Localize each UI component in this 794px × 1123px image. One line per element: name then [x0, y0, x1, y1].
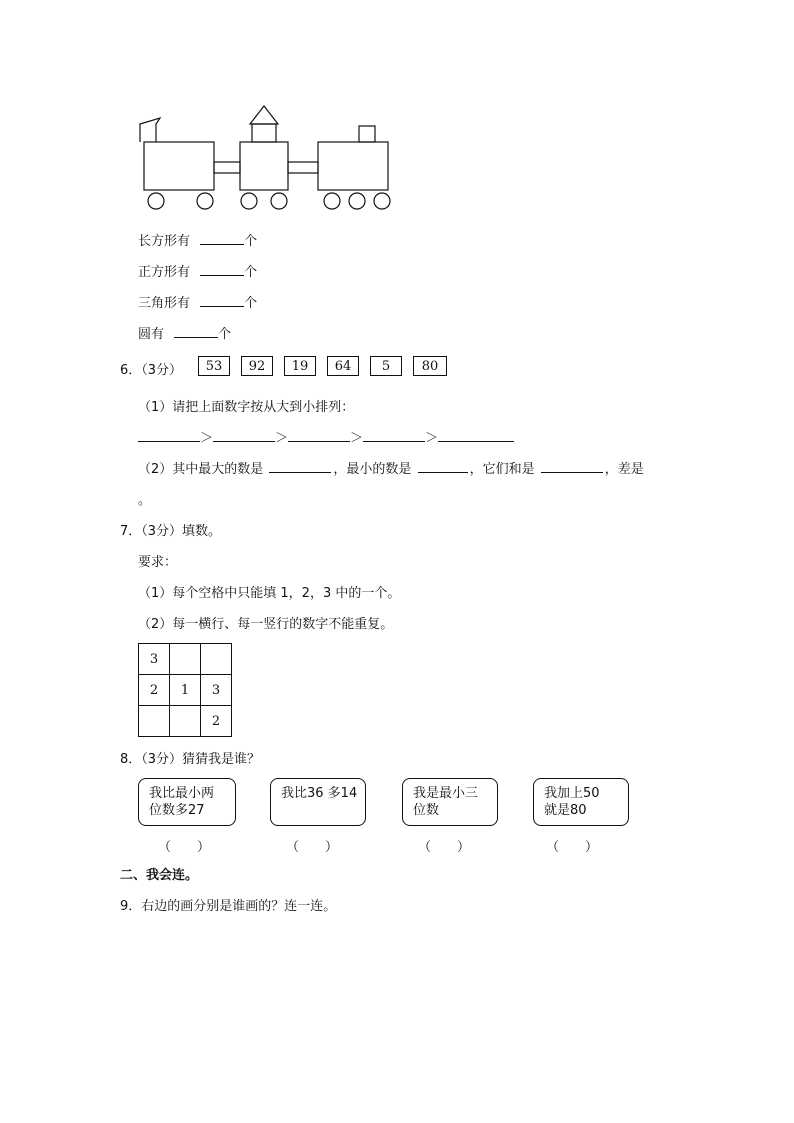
train-connector-2 — [288, 162, 318, 173]
q6-part1: （1）请把上面数字按从大到小排列： — [138, 400, 355, 415]
q7-rule-1: （1）每个空格中只能填 1，2，3 中的一个。 — [138, 586, 401, 601]
count-triangles: 三角形有 个 — [138, 296, 258, 311]
number-box: 92 — [241, 356, 273, 376]
q9-header: 9．右边的画分别是谁画的？连一连。 — [120, 899, 337, 914]
number-box: 80 — [413, 356, 447, 376]
grid-cell: 3 — [139, 644, 170, 675]
ordering-row: ＞ ＞ ＞ ＞ — [138, 427, 514, 446]
train-car-3 — [318, 142, 388, 190]
answer-parens[interactable]: （ ） — [158, 840, 211, 855]
train-figure — [136, 102, 398, 214]
answer-parens[interactable]: （ ） — [418, 840, 471, 855]
train-car-1 — [144, 142, 214, 190]
answer-blank[interactable] — [269, 460, 331, 473]
train-tower-roof — [250, 106, 278, 124]
train-wheel — [324, 193, 340, 209]
q6-header: 6．（3分） — [120, 363, 183, 378]
answer-blank[interactable] — [438, 429, 514, 442]
train-wheel — [197, 193, 213, 209]
number-box: 5 — [370, 356, 402, 376]
number-grid — [138, 643, 232, 737]
answer-blank[interactable] — [138, 429, 200, 442]
q7-header: 7．（3分）填数。 — [120, 524, 222, 539]
grid-cell[interactable] — [170, 644, 201, 675]
q7-requirements: 要求： — [138, 555, 178, 570]
answer-parens[interactable]: （ ） — [546, 840, 599, 855]
train-wheel — [349, 193, 365, 209]
train-connector-1 — [214, 162, 240, 173]
count-circles: 圆有 个 — [138, 327, 232, 342]
answer-blank[interactable] — [200, 263, 244, 276]
section-title: 二、我会连。 — [120, 868, 199, 883]
grid-cell[interactable] — [139, 706, 170, 737]
grid-cell: 3 — [201, 675, 232, 706]
riddle-box: 我比36 多14 — [270, 778, 366, 826]
number-box: 64 — [327, 356, 359, 376]
answer-blank[interactable] — [541, 460, 603, 473]
grid-cell[interactable] — [170, 706, 201, 737]
number-box: 19 — [284, 356, 316, 376]
train-head-flag — [140, 118, 160, 142]
grid-cell: 1 — [170, 675, 201, 706]
answer-blank[interactable] — [174, 325, 218, 338]
answer-blank[interactable] — [288, 429, 350, 442]
count-rectangles: 长方形有 个 — [138, 234, 258, 249]
q6-part2-end: 。 — [138, 493, 152, 508]
count-squares: 正方形有 个 — [138, 265, 258, 280]
answer-blank[interactable] — [213, 429, 275, 442]
train-car-2 — [240, 142, 288, 190]
answer-blank[interactable] — [200, 232, 244, 245]
train-tower — [252, 124, 276, 142]
q6-part2: （2）其中最大的数是 ，最小的数是 ，它们和是 ，差是 — [138, 462, 644, 477]
grid-cell[interactable] — [201, 644, 232, 675]
answer-blank[interactable] — [200, 294, 244, 307]
number-box: 53 — [198, 356, 230, 376]
riddle-box: 我是最小三 位数 — [402, 778, 498, 826]
train-wheel — [374, 193, 390, 209]
answer-blank[interactable] — [363, 429, 425, 442]
train-chimney — [359, 126, 375, 142]
q8-header: 8．（3分）猜猜我是谁？ — [120, 752, 261, 767]
grid-cell: 2 — [201, 706, 232, 737]
answer-parens[interactable]: （ ） — [286, 840, 339, 855]
train-wheel — [241, 193, 257, 209]
riddle-box: 我比最小两 位数多27 — [138, 778, 236, 826]
answer-blank[interactable] — [418, 460, 468, 473]
train-wheel — [271, 193, 287, 209]
grid-cell: 2 — [139, 675, 170, 706]
riddle-box: 我加上50 就是80 — [533, 778, 629, 826]
train-wheel — [148, 193, 164, 209]
q7-rule-2: （2）每一横行、每一竖行的数字不能重复。 — [138, 617, 394, 632]
